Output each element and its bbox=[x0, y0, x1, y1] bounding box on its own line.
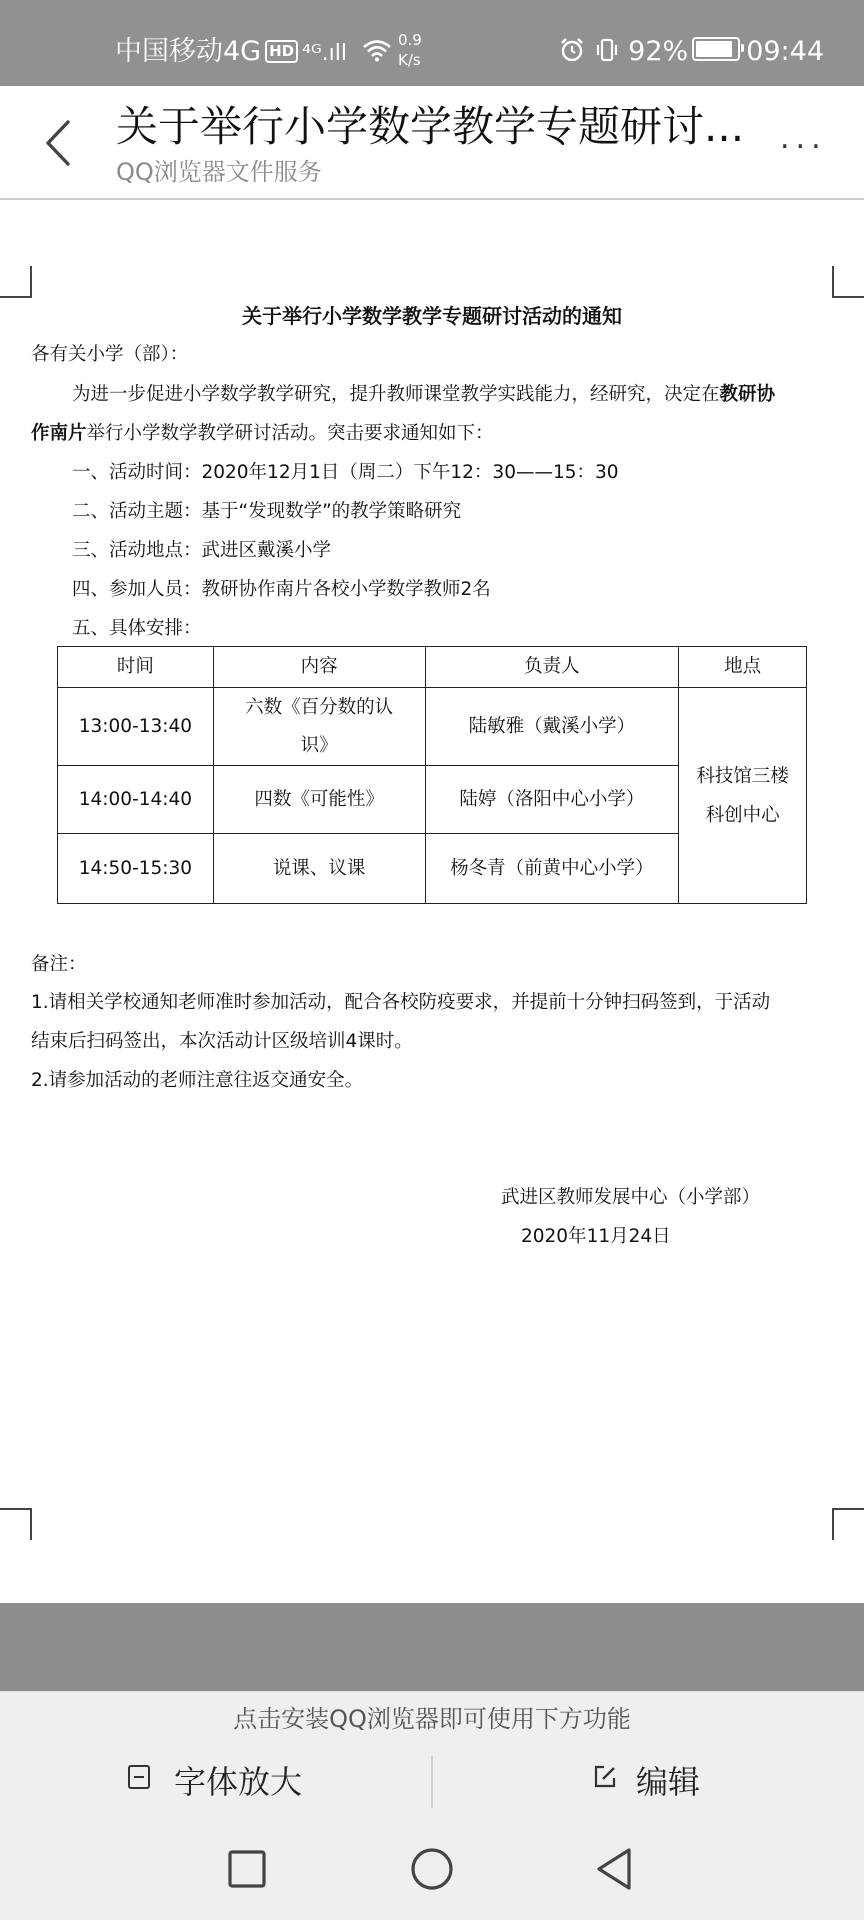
page-corner-bottom-left bbox=[0, 1508, 32, 1540]
page-subtitle: QQ浏览器文件服务 bbox=[116, 158, 322, 186]
item-time: 一、活动时间：2020年12月1日（周二）下午12：30——15：30 bbox=[72, 462, 619, 483]
note-2: 2.请参加活动的老师注意往返交通安全。 bbox=[31, 1070, 364, 1091]
intro-bold: 教研协 bbox=[719, 384, 776, 405]
network-speed bbox=[398, 30, 422, 70]
alarm-icon bbox=[559, 37, 585, 63]
page-corner-top-right bbox=[832, 266, 864, 298]
page-gap bbox=[0, 1603, 864, 1691]
install-promo-bar bbox=[0, 1691, 864, 1822]
header-location: 地点 bbox=[679, 647, 807, 688]
signature-org: 武进区教师发展中心（小学部） bbox=[501, 1187, 761, 1208]
speed-unit: K/s bbox=[398, 51, 421, 69]
notice-title: 关于举行小学数学教学专题研讨活动的通知 bbox=[242, 304, 622, 328]
location-line: 科技馆三楼 bbox=[696, 765, 789, 787]
cell-location bbox=[679, 688, 807, 904]
edit-label: 编辑 bbox=[636, 1763, 701, 1801]
schedule-table bbox=[57, 646, 807, 904]
speed-value: 0.9 bbox=[398, 31, 422, 49]
battery-percent: 92% bbox=[628, 36, 689, 67]
carrier-label: 中国移动4G bbox=[115, 36, 262, 67]
status-left bbox=[115, 34, 392, 72]
signal-icon: ⁴ᴳ.ıll bbox=[302, 41, 348, 66]
intro-bold: 作南片 bbox=[31, 423, 87, 444]
font-enlarge-icon bbox=[128, 1765, 150, 1789]
intro-line-2 bbox=[31, 422, 494, 446]
item-location: 三、活动地点：武进区戴溪小学 bbox=[72, 540, 332, 561]
location-line: 科创中心 bbox=[705, 804, 780, 826]
recents-button-icon[interactable] bbox=[227, 1849, 267, 1889]
table-row bbox=[58, 688, 807, 766]
note-1-line-1: 1.请相关学校通知老师准时参加活动，配合各校防疫要求，并提前十分钟扫码签到，于活动 bbox=[31, 992, 771, 1013]
back-button-icon[interactable] bbox=[594, 1847, 634, 1891]
font-enlarge-label: 字体放大 bbox=[174, 1763, 303, 1801]
cell-person: 杨冬青（前黄中心小学） bbox=[425, 834, 679, 904]
cell-content bbox=[213, 688, 425, 766]
header-person: 负责人 bbox=[425, 647, 679, 688]
home-button-icon[interactable] bbox=[410, 1847, 454, 1891]
back-arrow-icon[interactable] bbox=[40, 118, 80, 168]
page-title: 关于举行小学数学教学专题研讨... bbox=[116, 102, 745, 151]
note-1-line-2: 结束后扫码签出，本次活动计区级培训4课时。 bbox=[31, 1031, 413, 1052]
cell-time: 13:00-13:40 bbox=[58, 688, 214, 766]
item-schedule: 五、具体安排： bbox=[72, 618, 202, 639]
cell-content: 四数《可能性》 bbox=[213, 766, 425, 834]
signature-date: 2020年11月24日 bbox=[521, 1226, 671, 1247]
cell-person: 陆婷（洛阳中心小学） bbox=[425, 766, 679, 834]
header-time: 时间 bbox=[58, 647, 214, 688]
table-header-row bbox=[58, 647, 807, 688]
title-bar bbox=[0, 86, 864, 200]
wifi-icon bbox=[362, 38, 392, 62]
system-nav-bar bbox=[0, 1821, 864, 1920]
cell-time: 14:00-14:40 bbox=[58, 766, 214, 834]
clock: 09:44 bbox=[746, 36, 824, 67]
more-menu-button[interactable]: ... bbox=[780, 121, 827, 156]
cell-content: 说课、议课 bbox=[213, 834, 425, 904]
header-content: 内容 bbox=[213, 647, 425, 688]
content-line: 识》 bbox=[300, 734, 338, 756]
font-enlarge-button[interactable] bbox=[128, 1756, 302, 1808]
item-participants: 四、参加人员：教研协作南片各校小学数学教师2名 bbox=[72, 579, 491, 600]
status-bar bbox=[0, 0, 864, 86]
page-corner-bottom-right bbox=[832, 1508, 864, 1540]
cell-time: 14:50-15:30 bbox=[58, 834, 214, 904]
page-corner-top-left bbox=[0, 266, 32, 298]
intro-line-1 bbox=[72, 383, 775, 407]
content-line: 六数《百分数的认 bbox=[245, 696, 394, 718]
vibrate-icon bbox=[594, 37, 620, 63]
install-prompt[interactable]: 点击安装QQ浏览器即可使用下方功能 bbox=[233, 1705, 631, 1733]
edit-icon bbox=[592, 1764, 618, 1790]
divider bbox=[431, 1756, 433, 1808]
hd-icon: HD bbox=[265, 40, 298, 63]
intro-text: 举行小学数学教学研讨活动。突击要求通知如下： bbox=[86, 423, 494, 444]
status-right bbox=[559, 34, 824, 70]
notes-title: 备注： bbox=[31, 954, 87, 975]
battery-icon bbox=[692, 37, 740, 61]
intro-text: 为进一步促进小学数学教学研究，提升教师课堂教学实践能力，经研究，决定在 bbox=[72, 384, 720, 405]
edit-button[interactable] bbox=[592, 1756, 700, 1808]
item-theme: 二、活动主题：基于“发现数学”的教学策略研究 bbox=[72, 501, 462, 522]
cell-person: 陆敏雅（戴溪小学） bbox=[425, 688, 679, 766]
greeting: 各有关小学（部）： bbox=[31, 344, 189, 365]
